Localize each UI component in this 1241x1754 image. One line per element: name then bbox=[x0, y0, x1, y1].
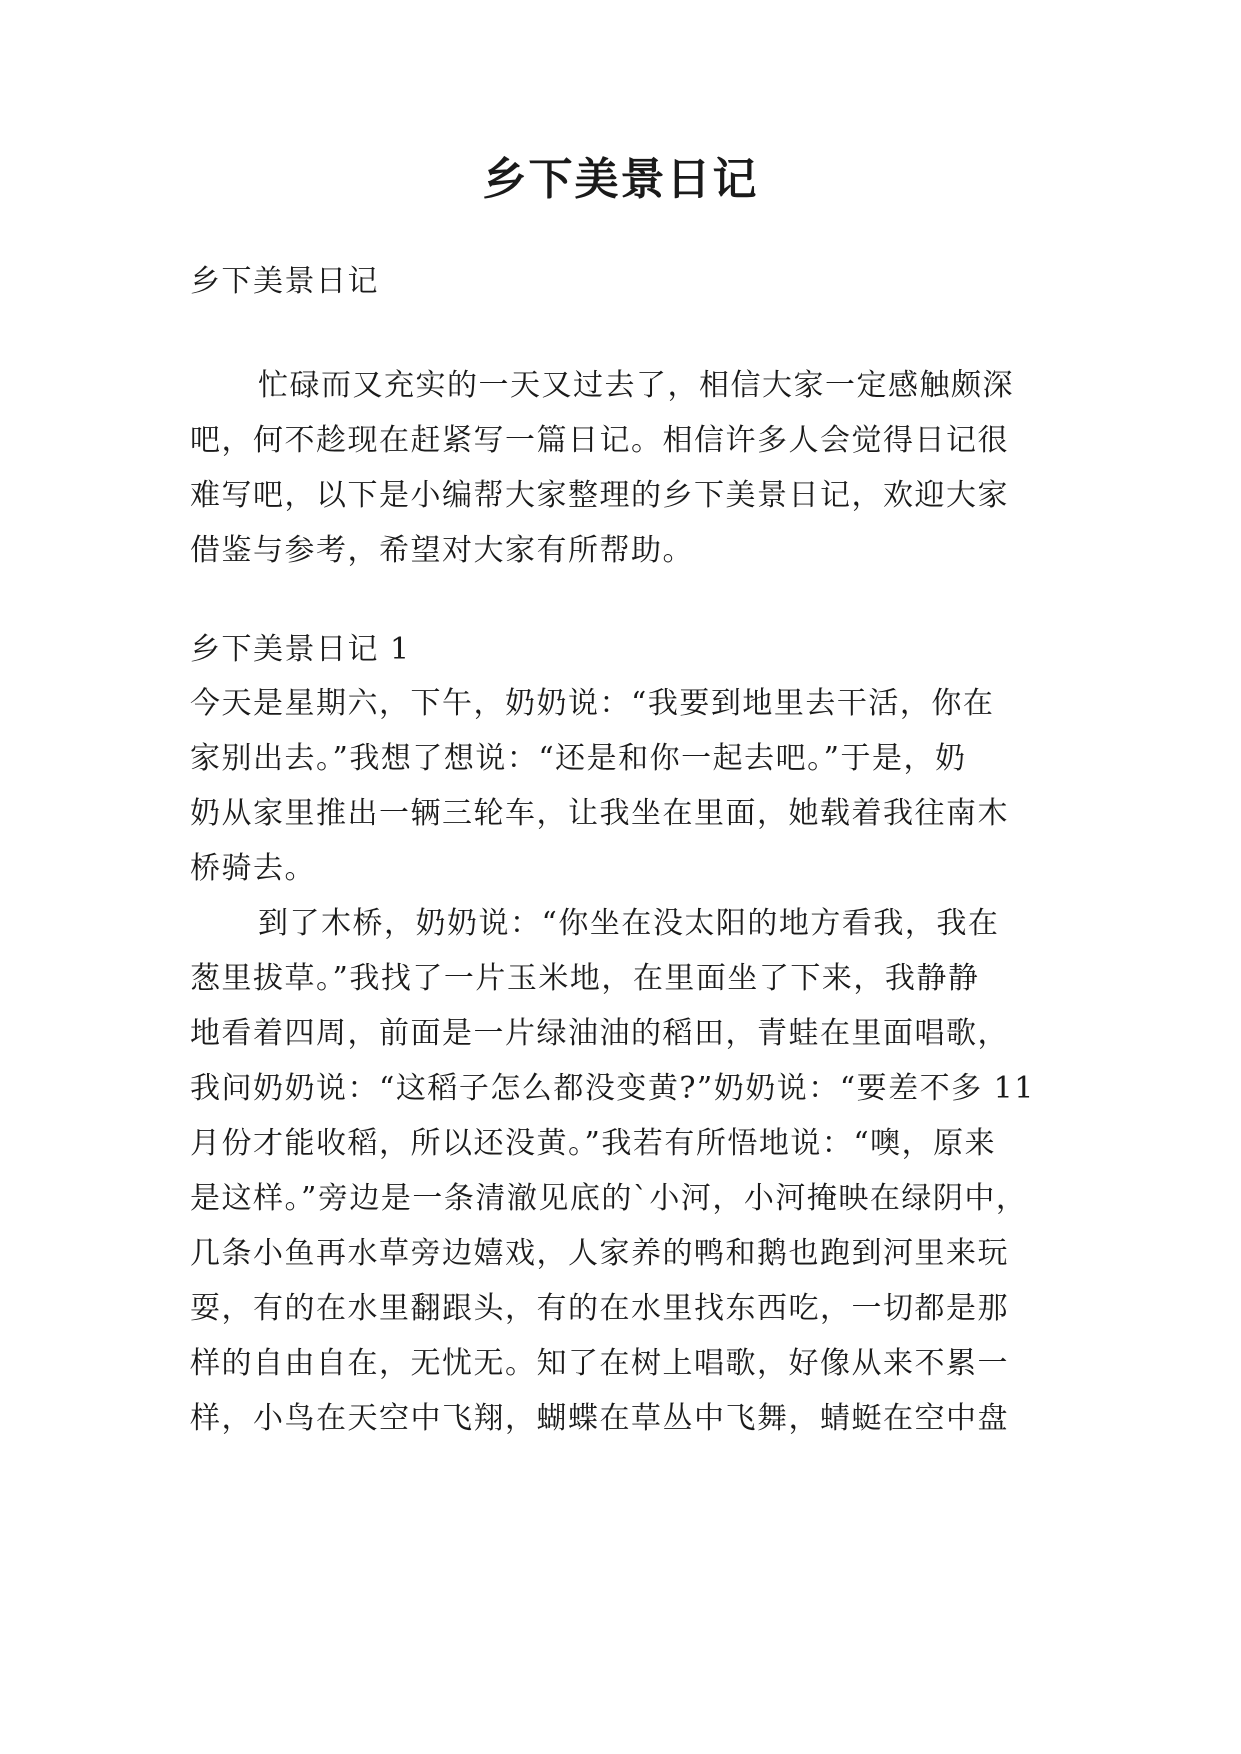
paragraph-line: 样，小鸟在天空中飞翔，蝴蝶在草丛中飞舞，蜻蜓在空中盘 bbox=[190, 1401, 1009, 1436]
paragraph-line: 我问奶奶说：“这稻子怎么都没变黄?”奶奶说：“要差不多 11 bbox=[190, 1071, 1035, 1106]
paragraph-line: 地看着四周，前面是一片绿油油的稻田，青蛙在里面唱歌， bbox=[190, 1016, 1009, 1051]
paragraph-line: 耍，有的在水里翻跟头，有的在水里找东西吃，一切都是那 bbox=[190, 1291, 1009, 1326]
intro-line: 忙碌而又充实的一天又过去了，相信大家一定感触颇深 bbox=[258, 368, 1014, 403]
paragraph-line: 是这样。”旁边是一条清澈见底的`小河，小河掩映在绿阴中， bbox=[190, 1181, 1028, 1216]
paragraph-line: 样的自由自在，无忧无。知了在树上唱歌，好像从来不累一 bbox=[190, 1346, 1009, 1381]
document-title: 乡下美景日记 bbox=[482, 154, 759, 205]
paragraph-line: 今天是星期六，下午，奶奶说：“我要到地里去干活，你在 bbox=[190, 686, 995, 721]
intro-line: 难写吧，以下是小编帮大家整理的乡下美景日记，欢迎大家 bbox=[190, 478, 1009, 513]
paragraph-line: 几条小鱼再水草旁边嬉戏，人家养的鸭和鹅也跑到河里来玩 bbox=[190, 1236, 1009, 1271]
paragraph-line: 到了木桥，奶奶说：“你坐在没太阳的地方看我，我在 bbox=[258, 906, 1000, 941]
intro-line: 借鉴与参考，希望对大家有所帮助。 bbox=[190, 533, 694, 568]
paragraph-line: 奶从家里推出一辆三轮车，让我坐在里面，她载着我往南木 bbox=[190, 796, 1009, 831]
intro-line: 吧，何不趁现在赶紧写一篇日记。相信许多人会觉得日记很 bbox=[190, 423, 1009, 458]
paragraph-line: 葱里拔草。”我找了一片玉米地，在里面坐了下来，我静静 bbox=[190, 961, 980, 996]
paragraph-line: 桥骑去。 bbox=[190, 851, 316, 886]
paragraph-line: 月份才能收稻，所以还没黄。”我若有所悟地说：“噢，原来 bbox=[190, 1126, 997, 1161]
paragraph-line: 家别出去。”我想了想说：“还是和你一起去吧。”于是，奶 bbox=[190, 741, 967, 776]
document-subtitle: 乡下美景日记 bbox=[190, 264, 379, 299]
section-heading: 乡下美景日记 1 bbox=[190, 632, 411, 667]
